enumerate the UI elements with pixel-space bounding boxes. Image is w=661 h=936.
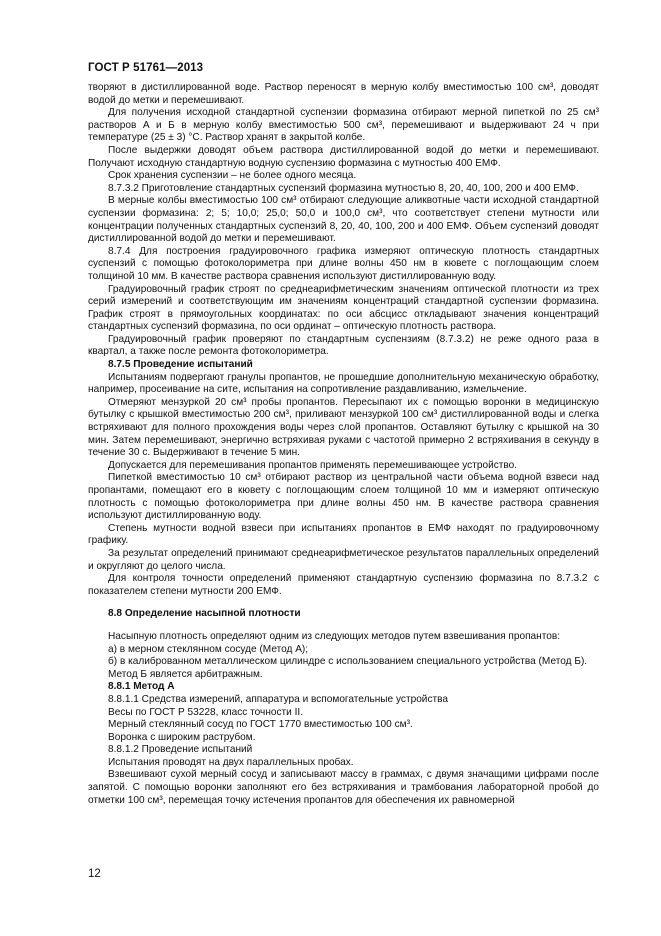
paragraph: 8.8.1.1 Средства измерений, аппаратура и вспомогательные устройства [108, 693, 448, 705]
paragraph: Для получения исходной стандартной суспензии формазина отбирают мерной пипеткой по 25 см³ растворов А и Б в мерную колбу вместимостью 500 см³, перемешивают и выдерживают 24 ч при температуре (25 ± 3) °С. Раствор хранят в закрытой колбе. [88, 107, 599, 144]
paragraph: Воронка с широким раструбом. [108, 731, 256, 743]
paragraph: Взвешивают сухой мерный сосуд и записывают массу в граммах, с двумя значащими цифрами после запятой. С помощью воронки заполняют его без встряхивания и трамбования лабораторной пробой до отметки 100 см³, перемещая точку истечения пропантов для обеспечения их равномерной [88, 769, 599, 806]
paragraph: После выдержки доводят объем раствора дистиллированной водой до метки и перемешивают. Получают исходную стандартную водную суспензию формазина с мутностью 400 ЕМФ. [88, 144, 599, 169]
paragraph: Степень мутности водной взвеси при испытаниях пропантов в ЕМФ находят по градуировочному графику. [88, 522, 599, 547]
paragraph: Пипеткой вместимостью 10 см³ отбирают раствор из центральной части объема водной взвеси над пропантами, помещают его в кювету с поглощающим слоем толщиной 10 мм и измеряют оптическую плотность с помощью фотоколориметра при длине волны 450 нм. В качестве раствора сравнения используют дистиллированную воду. [88, 472, 599, 522]
paragraph: В мерные колбы вместимостью 100 см³ отбирают следующие аликвотные части исходной стандартной суспензии формазина: 2; 5; 10,0; 25,0; 50,0 и 100,0 см³, что соответствует степени мутности или концентрации полученных стандартных суспензий 8, 20, 40, 100, 200 и 400 ЕМФ. Объем суспензий доводят дистиллированной водой до метки и перемешивают. [88, 195, 599, 245]
paragraph: Отмеряют мензуркой 20 см³ пробы пропантов. Пересыпают их с помощью воронки в медицинскую бутылку с крышкой вместимостью 200 см³, приливают мензуркой 100 см³ дистиллированной воды и слегка встряхивают для полного прохождения воды через слой пропантов. Оставляют бутылку с крышкой на 30 мин. Затем перемешивают, энергично встряхивая руками с частотой примерно 2 встряхивания в секунду в течение 30 с. Выдерживают в течение 5 мин. [88, 396, 599, 459]
paragraph: 8.7.4 Для построения градуировочного графика измеряют оптическую плотность стандартных суспензий с помощью фотоколориметра при длине волны 450 нм в кювете с поглощающим слоем толщиной 10 мм. В качестве раствора сравнения используют дистиллированную воду. [88, 245, 599, 282]
paragraph: За результат определений принимают среднеарифметическое результатов параллельных определений и округляют до целого числа. [88, 547, 599, 572]
document-body [88, 82, 599, 807]
paragraph: Срок хранения суспензии – не более одного месяца. [108, 170, 357, 182]
subsection-heading: 8.8.1 Метод А [108, 681, 175, 693]
paragraph: Весы по ГОСТ Р 53228, класс точности II. [108, 706, 304, 718]
paragraph: Градуировочный график проверяют по стандартным суспензиям (8.7.3.2) не реже одного раза в квартал, а также после ремонта фотоколориметра. [88, 333, 599, 358]
subsection-heading: 8.7.5 Проведение испытаний [108, 359, 253, 371]
list-item: а) в мерном стеклянном сосуде (Метод А); [108, 643, 309, 655]
standard-header: ГОСТ Р 51761—2013 [88, 62, 204, 74]
paragraph: Испытания проводят на двух параллельных пробах. [108, 756, 354, 768]
paragraph: Мерный стеклянный сосуд по ГОСТ 1770 вместимостью 100 см³. [108, 719, 413, 731]
paragraph: Градуировочный график строят по среднеарифметическим значениям оптической плотности из трех серий измерений и соответствующим им значениям концентраций стандартной суспензии формазина. График строят в прямоугольных координатах: по оси абсцисс откладывают значения концентраций стандартных суспензий формазина, по оси ординат – оптическую плотность раствора. [88, 283, 599, 333]
paragraph: 8.8.1.2 Проведение испытаний [108, 744, 253, 756]
paragraph: Метод Б является арбитражным. [108, 668, 263, 680]
paragraph: Для контроля точности определений применяют стандартную суспензию формазина по 8.7.3.2 с показателем степени мутности 200 ЕМФ. [88, 573, 599, 597]
paragraph: Испытаниям подвергают гранулы пропантов, не прошедшие дополнительную механическую обработку, например, просеивание на сите, испытания на сопротивление раздавливанию, измельчение. [88, 371, 599, 396]
paragraph: Допускается для перемешивания пропантов применять перемешивающее устройство. [108, 459, 518, 471]
paragraph: творяют в дистиллированной воде. Раствор переносят в мерную колбу вместимостью 100 см³, доводят водой до метки и перемешивают. [88, 82, 599, 106]
page-number: 12 [88, 868, 101, 880]
paragraph: Насыпную плотность определяют одним из следующих методов путем взвешивания пропантов: [108, 630, 561, 642]
section-heading: 8.8 Определение насыпной плотности [108, 608, 301, 620]
list-item: б) в калиброванном металлическом цилиндре с использованием специального устройства (Метод Б). [108, 656, 588, 668]
paragraph: 8.7.3.2 Приготовление стандартных суспензий формазина мутностью 8, 20, 40, 100, 200 и 400 ЕМФ. [108, 182, 579, 194]
